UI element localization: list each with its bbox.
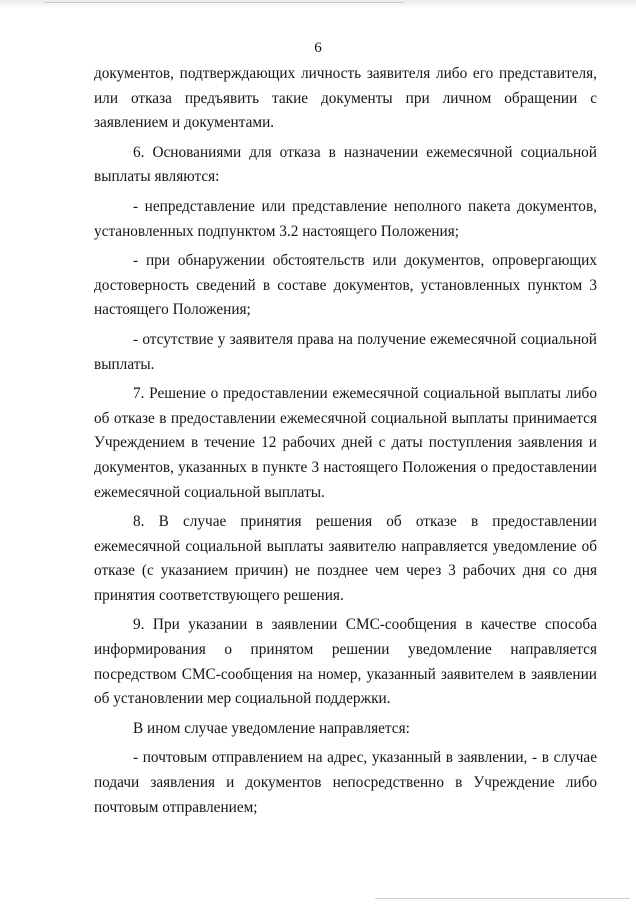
document-body (94, 62, 597, 825)
paragraph-7: 7. Решение о предоставлении ежемесячной социальной выплаты либо об отказе в предоставлении ежемесячной социальной выплаты принимается Учреждением в течение 12 рабочих дней с даты поступления заявления и документов, указанных в пункте 3 настоящего Положения о предоставлении ежемесячной социальной выплаты. (94, 385, 597, 501)
list-item-no-right: - отсутствие у заявителя права на получение ежемесячной социальной выплаты. (94, 330, 597, 373)
scan-edge-top (0, 0, 636, 8)
list-item-refuting-circumstances: - при обнаружении обстоятельств или документов, опровергающих достоверность сведений в составе документов, установленных пунктом 3 настоящего Положения; (94, 252, 597, 319)
paragraph-continuation: документов, подтверждающих личность заявителя либо его представителя, или отказа предъявить такие документы при личном обращении с заявлением и документами. (94, 65, 597, 132)
scan-rule (44, 2, 404, 3)
paragraph-6: 6. Основаниями для отказа в назначении ежемесячной социальной выплаты являются: (94, 143, 597, 186)
list-item-postal: - почтовым отправлением на адрес, указанный в заявлении, - в случае подачи заявления и документов непосредственно в Учреждение либо почтовым отправлением; (94, 749, 597, 816)
scan-edge-bottom (375, 898, 630, 899)
paragraph-otherwise: В ином случае уведомление направляется: (133, 719, 410, 737)
list-item-incomplete-documents: - непредставление или представление неполного пакета документов, установленных подпунктом 3.2 настоящего Положения; (94, 197, 597, 240)
paragraph-9: 9. При указании в заявлении СМС-сообщения в качестве способа информирования о принятом решении уведомление направляется посредством СМС-сообщения на номер, указанный заявителем в заявлении об установлении мер социальной поддержки. (94, 616, 597, 708)
page-number: 6 (314, 40, 322, 56)
paragraph-8: 8. В случае принятия решения об отказе в предоставлении ежемесячной социальной выплаты заявителю направляется уведомление об отказе (с указанием причин) не позднее чем через 3 рабочих дня со дня принятия соответствующего решения. (94, 513, 597, 604)
